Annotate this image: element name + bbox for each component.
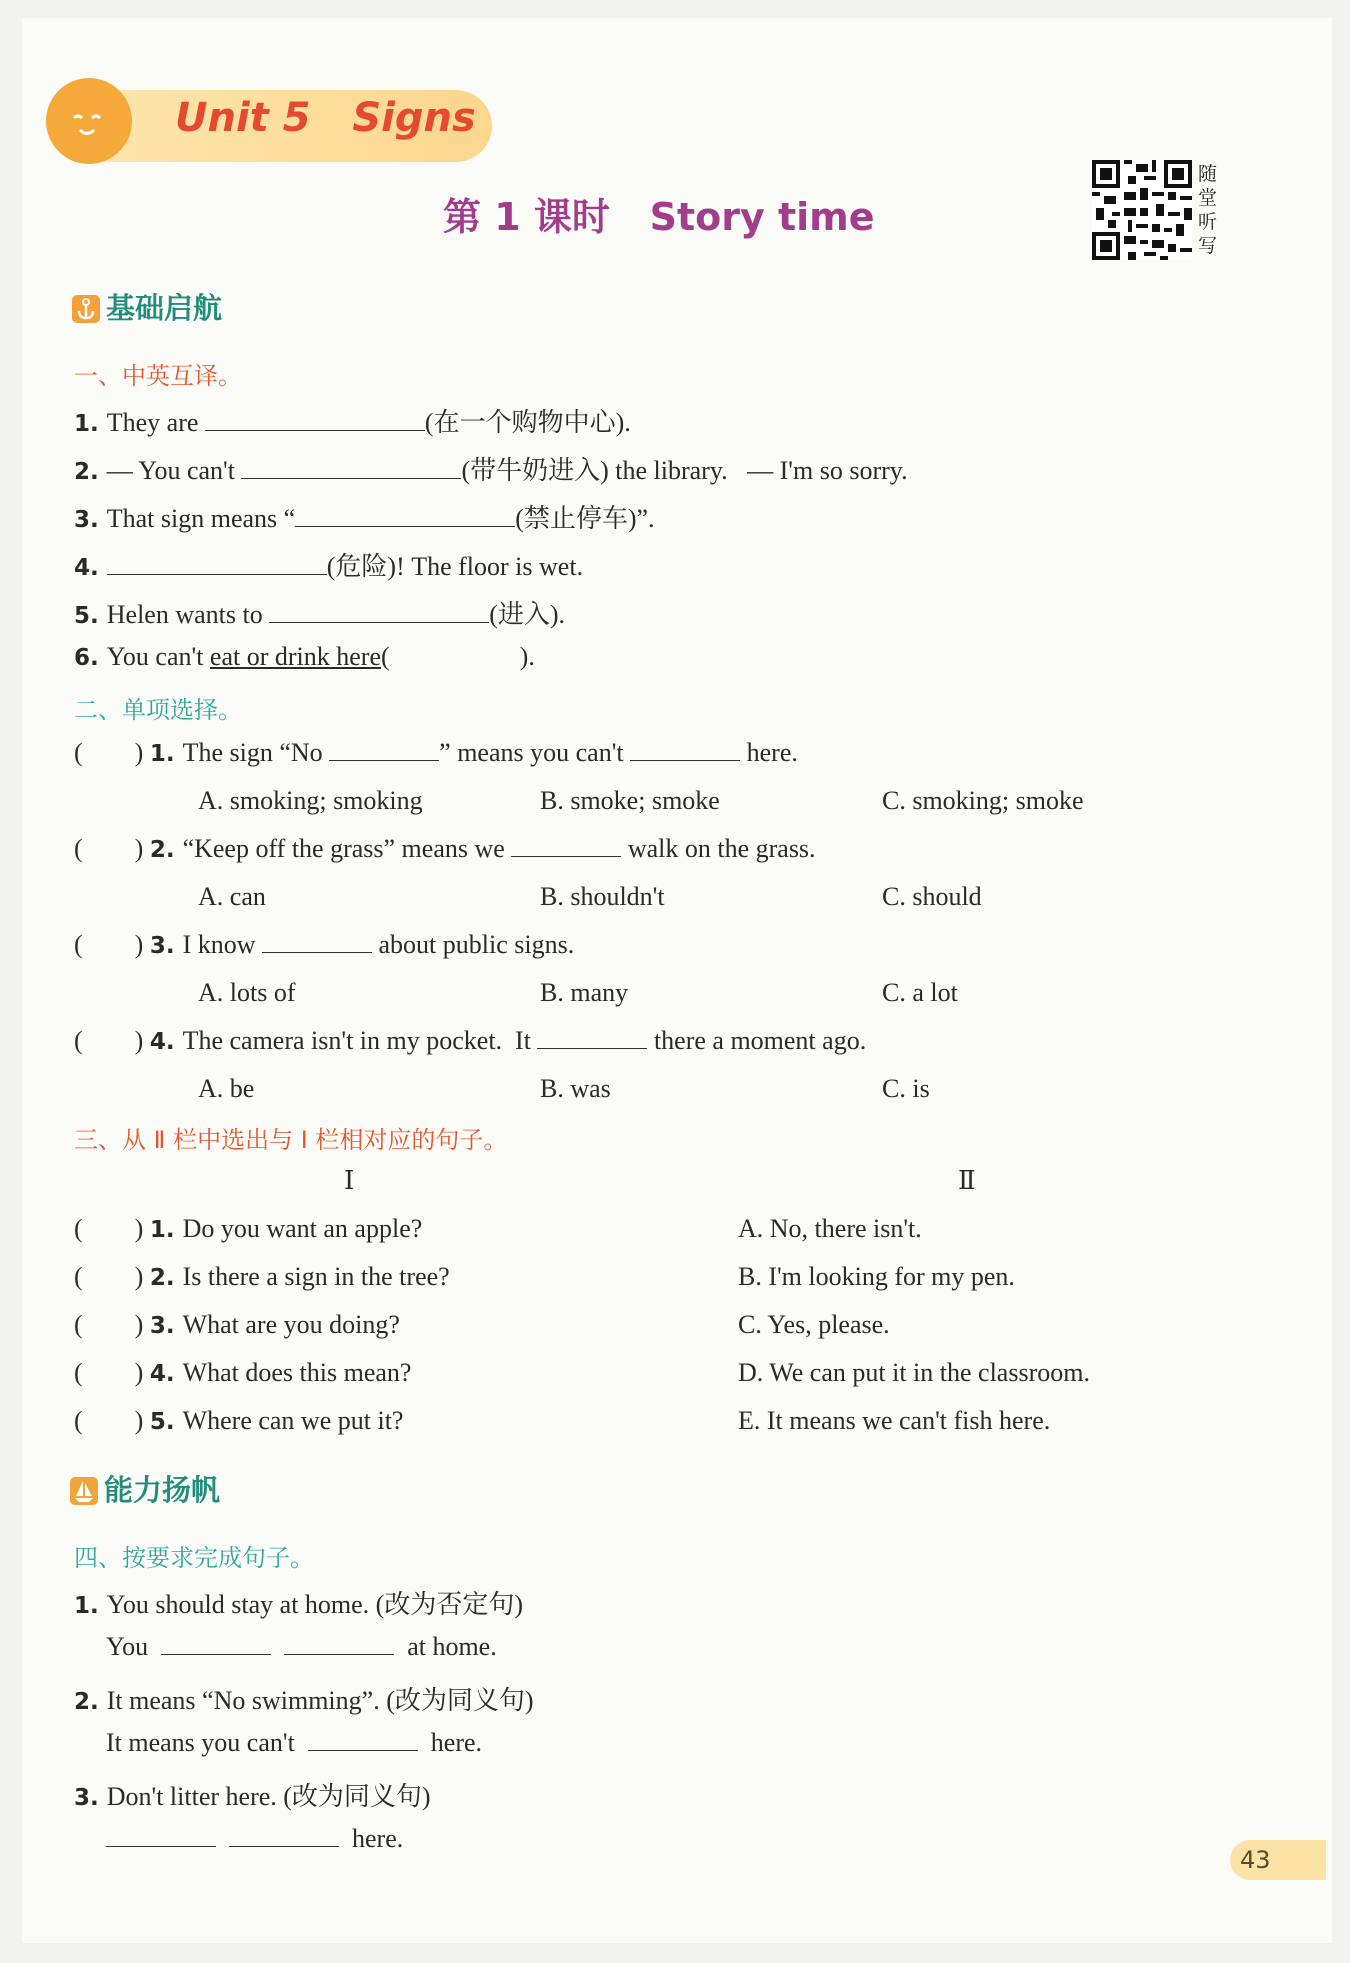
match-right-e: E. It means we can't fish here. <box>738 1406 1051 1435</box>
item-text: You should stay at home. (改为否定句) <box>106 1590 523 1619</box>
item-number: 1. <box>74 411 99 437</box>
section-basic-title: 基础启航 <box>106 291 223 325</box>
answer-blank[interactable] <box>329 759 439 761</box>
question-text: “Keep off the grass” means we <box>182 834 505 863</box>
item-hint: (带牛奶进入) the library. — I'm so sorry. <box>461 456 908 485</box>
underlined-phrase: eat or drink here <box>209 642 382 671</box>
item-number: 5. <box>74 603 99 629</box>
part4-answer-3 <box>106 1824 403 1854</box>
item-hint: (危险)! The floor is wet. <box>326 552 584 581</box>
part1-item-3 <box>74 498 655 535</box>
unit-title: Unit 5 Signs <box>175 95 476 141</box>
answer-blank[interactable] <box>161 1653 271 1655</box>
question-number: 1. <box>149 741 175 767</box>
item-number: 4. <box>74 555 99 581</box>
answer-paren[interactable]: ( ) <box>74 738 144 767</box>
question-text: walk on the grass. <box>627 834 816 863</box>
part4-heading: 四、按要求完成句子。 <box>74 1544 314 1572</box>
sail-icon <box>70 1477 98 1505</box>
section-ability-header <box>70 1468 220 1509</box>
match-text: Is there a sign in the tree? <box>182 1262 450 1291</box>
question-text: The camera isn't in my pocket. It <box>182 1026 531 1055</box>
answer-paren[interactable]: ( ) <box>74 1214 144 1243</box>
part1-item-2 <box>74 450 908 487</box>
item-number: 3. <box>149 1313 175 1339</box>
item-hint: (在一个购物中心). <box>424 408 631 437</box>
item-number: 1. <box>74 1593 99 1619</box>
item-text: You can't <box>106 642 210 671</box>
answer-blank[interactable] <box>205 429 425 431</box>
option-a[interactable]: A. lots of <box>198 978 296 1007</box>
item-hint: (禁止停车)”. <box>515 504 655 533</box>
lesson-title: 第 1 课时 Story time <box>443 195 875 239</box>
option-b[interactable]: B. was <box>540 1074 611 1103</box>
item-text: Don't litter here. (改为同义句) <box>106 1782 431 1811</box>
part4-item-3 <box>74 1776 431 1813</box>
item-text: That sign means “ <box>106 504 296 533</box>
part4-item-2 <box>74 1680 534 1717</box>
match-text: What does this mean? <box>182 1358 412 1387</box>
answer-paren[interactable]: ( ) <box>74 834 144 863</box>
part4-item-1 <box>74 1584 523 1621</box>
part1-item-4 <box>74 546 583 583</box>
answer-prefix: You <box>106 1632 149 1661</box>
match-left-4 <box>74 1358 411 1388</box>
item-number: 4. <box>149 1361 175 1387</box>
answer-blank[interactable] <box>262 951 372 953</box>
part2-question-2 <box>74 834 816 864</box>
answer-paren[interactable]: ( ) <box>74 1310 144 1339</box>
part2-heading: 二、单项选择。 <box>74 696 242 724</box>
part1-item-6 <box>74 642 535 672</box>
option-b[interactable]: B. many <box>540 978 629 1007</box>
match-left-1 <box>74 1214 422 1244</box>
match-right-a: A. No, there isn't. <box>738 1214 922 1243</box>
answer-paren[interactable]: ( ) <box>74 1358 144 1387</box>
question-text: I know <box>182 930 256 959</box>
answer-suffix: here. <box>352 1824 404 1853</box>
item-number: 5. <box>149 1409 175 1435</box>
match-text: What are you doing? <box>182 1310 400 1339</box>
item-number: 6. <box>74 645 99 671</box>
answer-blank[interactable] <box>308 1749 418 1751</box>
option-a[interactable]: A. can <box>198 882 266 911</box>
item-number: 3. <box>74 1785 99 1811</box>
answer-paren[interactable]: ( ) <box>74 1026 144 1055</box>
question-number: 2. <box>149 837 175 863</box>
option-a[interactable]: A. smoking; smoking <box>198 786 423 815</box>
answer-blank[interactable] <box>229 1845 339 1847</box>
answer-blank[interactable] <box>269 621 489 623</box>
sun-mascot-icon <box>46 78 132 164</box>
match-left-2 <box>74 1262 450 1292</box>
item-number: 2. <box>74 459 99 485</box>
item-number: 1. <box>149 1217 175 1243</box>
answer-paren[interactable]: ( ) <box>74 1262 144 1291</box>
part2-question-3 <box>74 930 574 960</box>
match-right-d: D. We can put it in the classroom. <box>738 1358 1090 1387</box>
page-number: 43 <box>1230 1840 1326 1880</box>
item-hint: (进入). <box>489 600 566 629</box>
answer-suffix: at home. <box>407 1632 497 1661</box>
item-number: 2. <box>149 1265 175 1291</box>
option-b[interactable]: B. shouldn't <box>540 882 665 911</box>
answer-blank[interactable] <box>630 759 740 761</box>
question-text: ” means you can't <box>439 738 624 767</box>
match-text: Do you want an apple? <box>182 1214 423 1243</box>
match-right-c: C. Yes, please. <box>738 1310 890 1339</box>
answer-paren[interactable]: ( ) <box>74 1406 144 1435</box>
item-text: Helen wants to <box>106 600 263 629</box>
answer-blank[interactable] <box>284 1653 394 1655</box>
question-text: there a moment ago. <box>653 1026 867 1055</box>
part4-answer-2 <box>106 1728 482 1758</box>
question-number: 4. <box>149 1029 175 1055</box>
part1-item-1 <box>74 402 631 439</box>
option-c[interactable]: C. is <box>882 1074 930 1103</box>
part2-question-1 <box>74 738 798 768</box>
part2-question-4 <box>74 1026 866 1056</box>
section-ability-title: 能力扬帆 <box>104 1473 221 1507</box>
item-number: 3. <box>74 507 99 533</box>
item-text: They are <box>106 408 199 437</box>
option-c[interactable]: C. should <box>882 882 982 911</box>
question-text: The sign “No <box>182 738 323 767</box>
answer-blank[interactable] <box>241 477 461 479</box>
option-b[interactable]: B. smoke; smoke <box>540 786 720 815</box>
option-c[interactable]: C. a lot <box>882 978 958 1007</box>
part1-heading: 一、中英互译。 <box>74 362 242 390</box>
answer-paren[interactable]: ( ) <box>74 930 144 959</box>
answer-blank[interactable] <box>106 1845 216 1847</box>
part3-heading: 三、从 Ⅱ 栏中选出与 Ⅰ 栏相对应的句子。 <box>74 1126 508 1154</box>
column-2-header: Ⅱ <box>958 1166 976 1195</box>
answer-blank[interactable] <box>511 855 621 857</box>
item-text: It means “No swimming”. (改为同义句) <box>106 1686 534 1715</box>
question-text: about public signs. <box>378 930 575 959</box>
section-basic-header <box>72 286 222 327</box>
question-number: 3. <box>149 933 175 959</box>
answer-blank[interactable] <box>537 1047 647 1049</box>
match-left-5 <box>74 1406 403 1436</box>
match-left-3 <box>74 1310 400 1340</box>
qr-code-icon[interactable] <box>1092 160 1192 260</box>
anchor-icon <box>72 295 100 323</box>
part1-item-5 <box>74 594 565 631</box>
item-hint[interactable]: ( ). <box>381 642 535 671</box>
qr-label: 随堂听写 <box>1198 163 1218 257</box>
question-text: here. <box>746 738 798 767</box>
part4-answer-1 <box>106 1632 497 1662</box>
answer-blank[interactable] <box>295 525 515 527</box>
option-a[interactable]: A. be <box>198 1074 255 1103</box>
answer-suffix: here. <box>430 1728 483 1757</box>
option-c[interactable]: C. smoking; smoke <box>882 786 1084 815</box>
answer-prefix: It means you can't <box>106 1728 295 1757</box>
column-1-header: Ⅰ <box>344 1166 355 1195</box>
match-text: Where can we put it? <box>182 1406 404 1435</box>
match-right-b: B. I'm looking for my pen. <box>738 1262 1015 1291</box>
answer-blank[interactable] <box>107 573 327 575</box>
item-text: — You can't <box>106 456 235 485</box>
item-number: 2. <box>74 1689 99 1715</box>
